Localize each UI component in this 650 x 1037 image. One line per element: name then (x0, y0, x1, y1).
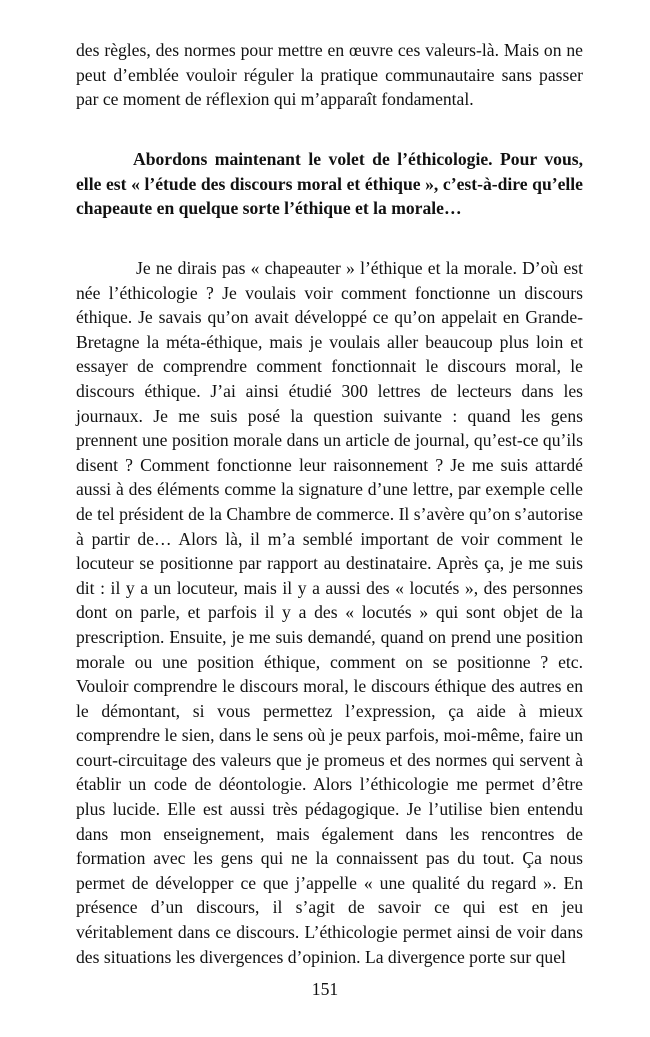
interview-question: Abordons maintenant le volet de l’éthicologie. Pour vous, elle est « l’étude des discours moral et éthique », c’est-à-dire qu’elle chapeaute en quelque sorte l’éthique et la morale… (76, 149, 583, 219)
interview-answer: Je ne dirais pas « chapeauter » l’éthique et la morale. D’où est née l’éthicologie ? Je voulais voir comment fonctionne un discours éthique. Je savais qu’on avait développé ce qu’on appelait en Grande-Bretagne la méta-éthique, mais je voulais aller beaucoup plus loin et essayer de comprendre comment fonctionnait le discours moral, le discours éthique. J’ai ainsi étudié 300 lettres de lecteurs dans les journaux. Je me suis posé la question suivante : quand les gens prennent une position morale dans un article de journal, qu’est-ce qu’ils disent ? Comment fonctionne leur raisonnement ? Je me suis attardé aussi à des éléments comme la signature d’une lettre, par exemple celle de tel président de la Chambre de commerce. Il s’avère qu’on s’autorise à partir de… Alors là, il m’a semblé important de voir comment le locuteur se positionne par rapport au destinataire. Après ça, je me suis dit : il y a un locuteur, mais il y a aussi des « locutés », des personnes dont on parle, et parfois il y a des « locutés » qui sont objet de la prescription. Ensuite, je me suis demandé, quand on prend une position morale ou une position éthique, comment on se positionne ? etc. Vouloir comprendre le discours moral, le discours éthique des autres en le démontant, si vous permettez l’expression, ça aide à mieux comprendre le sien, dans le sens où je peux parfois, moi-même, faire un court-circuitage des valeurs que je promeus et des normes qui servent à établir un code de déontologie. Alors l’éthicologie me permet d’être plus lucide. Elle est aussi très pédagogique. Je l’utilise bien entendu dans mon enseignement, mais également dans les rencontres de formation avec les gens qui ne la connaissent pas du tout. Ça nous permet de développer ce que j’appelle « une qualité du regard ». En présence d’un discours, il s’agit de savoir ce qui est en jeu véritablement dans ce discours. L’éthicologie permet ainsi de voir dans des situations les divergences d’opinion. La divergence porte sur quel (76, 258, 583, 967)
paragraph-continuation: des règles, des normes pour mettre en œuvre ces valeurs-là. Mais on ne peut d’emblée vouloir réguler la pratique communautaire sans passer par ce moment de réflexion qui m’apparaît fondamental. (76, 40, 583, 110)
page-number: 151 (311, 979, 339, 999)
